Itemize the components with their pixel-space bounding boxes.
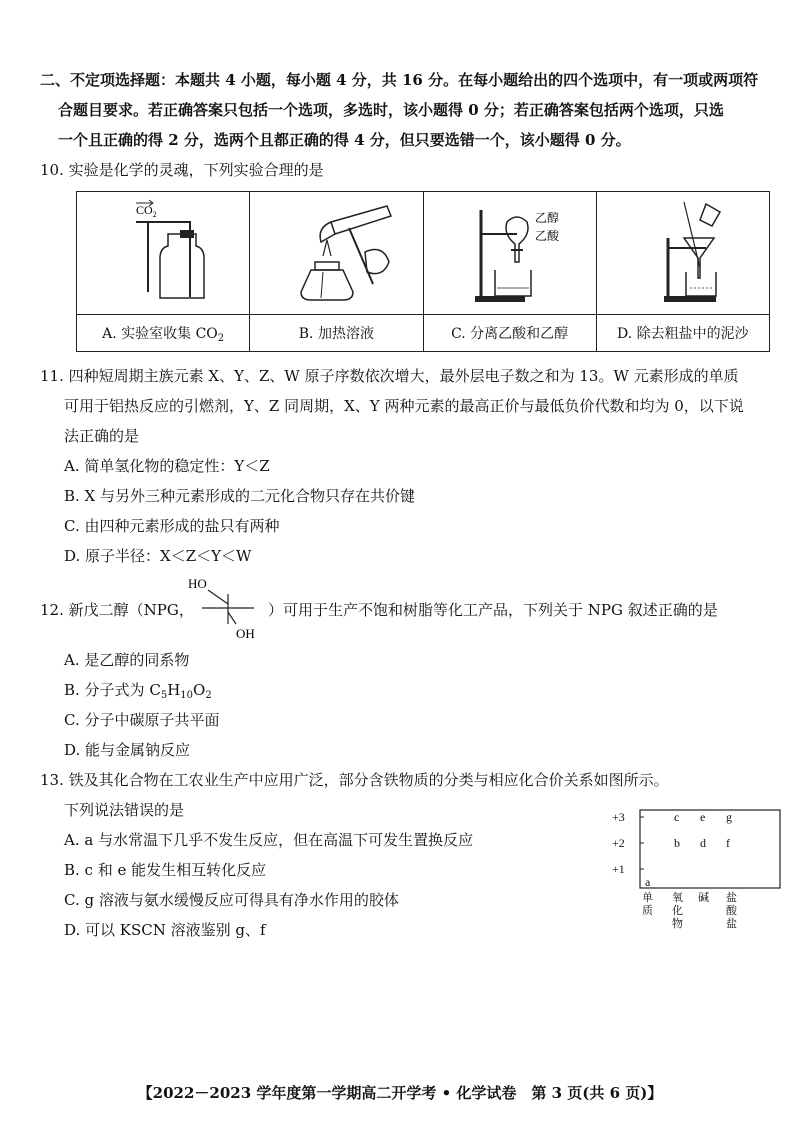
ethanol-label: 乙醇: [534, 211, 559, 225]
q11-option-c: C. 由四种元素形成的盐只有两种: [64, 517, 280, 535]
filtration-figure: [608, 192, 758, 310]
q11-line1: 11. 四种短周期主族元素 X、Y、Z、W 原子序数依次增大，最外层电子数之和为 13。W 元素形成的单质: [40, 367, 739, 385]
point-b: b: [674, 836, 680, 850]
point-d: d: [700, 836, 706, 850]
point-e: e: [700, 810, 706, 824]
q11-line2: 可用于铝热反应的引燃剂，Y、Z 同周期，X、Y 两种元素的最高正价与最低负价代数和均为 0，以下说: [64, 397, 744, 415]
x-label-oxide: 氧化物: [672, 891, 683, 930]
x-label-base: 碱: [698, 891, 709, 904]
q10-figure-c-cell: [423, 192, 596, 315]
q10-option-b: B. 加热溶液: [250, 315, 423, 352]
point-g: g: [726, 810, 732, 824]
npg-structure: [188, 574, 268, 640]
q12-stem-post: ）可用于生产不饱和树脂等化工产品，下列关于 NPG 叙述正确的是: [268, 601, 718, 619]
q10-option-d: D. 除去粗盐中的泥沙: [596, 315, 769, 352]
q10-figure-a-cell: [77, 192, 250, 315]
q10-option-c: C. 分离乙酸和乙醇: [423, 315, 596, 352]
y-label-plus1: +1: [612, 862, 625, 876]
page-footer: 【2022－2023 学年度第一学期高二开学考 • 化学试卷 第 3 页(共 6 页)】: [137, 1084, 663, 1102]
q13-option-d: D. 可以 KSCN 溶液鉴别 g、f: [64, 921, 266, 939]
q11-option-a: A. 简单氢化物的稳定性：Y＜Z: [64, 457, 270, 475]
q12-option-c: C. 分子中碳原子共平面: [64, 711, 220, 729]
q11-option-b: B. X 与另外三种元素形成的二元化合物只存在共价键: [64, 487, 416, 505]
q13-line1: 13. 铁及其化合物在工农业生产中应用广泛，部分含铁物质的分类与相应化合价关系如图所示。: [40, 771, 669, 789]
section2-line3: 一个且正确的得 2 分，选两个且都正确的得 4 分，但只要选错一个，该小题得 0 分。: [58, 131, 631, 149]
y-label-plus3: +3: [612, 810, 625, 824]
oh-label: OH: [236, 626, 255, 640]
x-label-element: 单质: [642, 891, 653, 917]
ho-label: HO: [188, 576, 207, 591]
point-a: a: [645, 875, 651, 889]
q13-option-a: A. a 与水常温下几乎不发生反应，但在高温下可发生置换反应: [64, 831, 474, 849]
q12-stem-pre: 12. 新戊二醇（NPG，: [40, 601, 194, 619]
q11-option-d: D. 原子半径：X＜Z＜Y＜W: [64, 547, 252, 565]
co2-label: $CO_2$: [136, 203, 157, 219]
q10-figure-d-cell: [596, 192, 769, 315]
separatory-funnel-figure: [435, 192, 585, 310]
q10-figure-b-cell: [250, 192, 423, 315]
point-c: c: [674, 810, 680, 824]
section2-line2: 合题目要求。若正确答案只包括一个选项，多选时，该小题得 0 分；若正确答案包括两个选项，只选: [58, 101, 724, 119]
q10-option-a: A. 实验室收集 $CO_2$: [77, 315, 250, 352]
x-axis-labels: [642, 890, 738, 930]
q10-experiment-table: [76, 191, 770, 352]
y-label-plus2: +2: [612, 836, 625, 850]
q12-option-d: D. 能与金属钠反应: [64, 741, 191, 759]
x-label-chloride: 盐酸盐: [726, 891, 737, 930]
section2-line1: 二、不定项选择题：本题共 4 小题，每小题 4 分，共 16 分。在每小题给出的四个选项中，有一项或两项符: [40, 71, 759, 89]
acetic-acid-label: 乙酸: [534, 229, 559, 243]
q11-line3: 法正确的是: [64, 427, 140, 445]
point-f: f: [726, 836, 730, 850]
q13-option-c: C. g 溶液与氨水缓慢反应可得具有净水作用的胶体: [64, 891, 399, 909]
heating-figure: [261, 192, 411, 310]
chart-frame: [640, 810, 780, 888]
q13-option-b: B. c 和 e 能发生相互转化反应: [64, 861, 267, 879]
iron-valence-chart: [612, 808, 782, 948]
q12-option-b: B. 分子式为 $C_5H_{10}O_2$: [64, 681, 212, 701]
q10-stem: 10. 实验是化学的灵魂，下列实验合理的是: [40, 161, 324, 179]
q12-option-a: A. 是乙醇的同系物: [64, 651, 190, 669]
q13-line2: 下列说法错误的是: [64, 801, 185, 819]
gas-bottle-figure: [88, 192, 238, 310]
